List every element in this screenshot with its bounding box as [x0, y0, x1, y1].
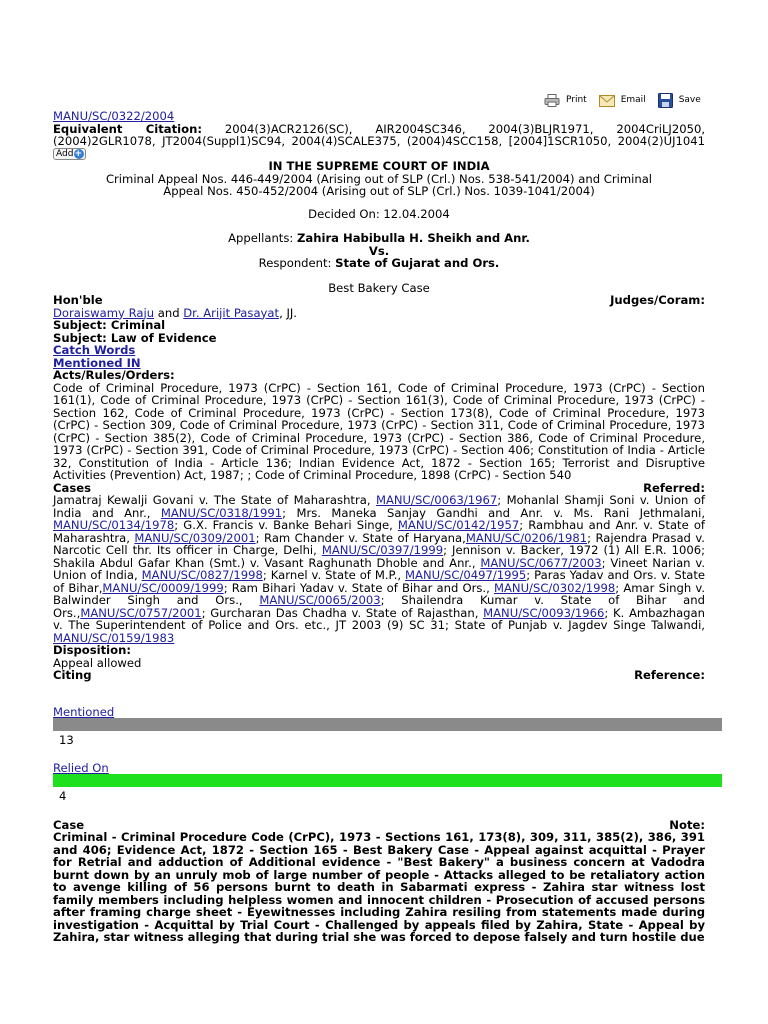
toolbar	[544, 93, 701, 108]
case-ref-link[interactable]: MANU/SC/0318/1991	[160, 505, 283, 520]
case-ref-text: G.X. Francis v. Banke Behari Singe,	[183, 518, 398, 532]
case-ref-text: Amar Singh v. Balwinder Singh and Ors.,	[53, 580, 706, 607]
respondent	[53, 257, 705, 270]
appellants-name: Zahira Habibulla H. Sheikh and Anr.	[296, 231, 530, 245]
judge-link-2[interactable]: Dr. Arijit Pasayat	[183, 305, 280, 320]
floppy-disk-icon	[658, 93, 673, 108]
case-ref-text: Mrs. Maneka Sanjay Gandhi and Anr. v. Ms. Rani Jethmalani,	[296, 505, 706, 520]
case-ref-separator: ;	[526, 568, 535, 582]
case-label: Case	[53, 817, 85, 832]
document-body	[53, 110, 705, 944]
case-name: Best Bakery Case	[328, 280, 430, 295]
case-ref-separator: ;	[262, 568, 271, 582]
referred-label: Referred:	[643, 480, 705, 495]
case-ref-text: Gurcharan Das Chadha v. State of Rajasthan,	[210, 605, 484, 620]
relied-on-bar	[53, 774, 722, 787]
equivalent-citation	[53, 123, 705, 161]
case-ref-text: Paras Yadav and Ors. v. State of Bihar,	[53, 568, 706, 595]
case-ref-link[interactable]: MANU/SC/0309/2001	[134, 530, 256, 545]
case-ref-separator: ;	[615, 580, 624, 595]
judge-link-1[interactable]: Doraiswamy Raju	[53, 305, 155, 320]
plus-icon: +	[74, 149, 84, 159]
case-ref-link[interactable]: MANU/SC/0134/1978	[53, 518, 175, 532]
case-note-text: Criminal - Criminal Procedure Code (CrPC), 1973 - Sections 161, 173(8), 309, 311, 385(2), 386, 391 and 406; Evidence Act, 1872 - Section 165 - Best Bakery Case - Appeal against acquittal - Prayer for Retrial and adduction of Additional evidence - "Best Bakery" a business concern at Vadodra burnt down by an unruly mob of large number of people - Attacks alleged to be retaliatory action to avenge killing of 56 persons burnt to death in Sabarmati express - Zahira star witness lost family members including helpless women and innocent children - Prosecution of accused persons after framing charge sheet - Eyewitnesses including Zahira resiling from statements made during investigation - Acquittal by Trial Court - Challenged by appeals filed by Zahira, State - Appeal by Zahira, star witness alleging that during trial she was forced to depose falsely and turn hostile due	[53, 830, 705, 944]
case-ref-text: Jamatraj Kewalji Govani v. The State of Maharashtra,	[53, 493, 376, 507]
case-ref-text: Shailendra Kumar v. State of Bihar and Ors.,	[53, 593, 705, 620]
versus: Vs.	[368, 243, 390, 258]
disposition-label: Disposition:	[53, 643, 132, 657]
judges-and: and	[157, 305, 180, 320]
appellants-label: Appellants:	[228, 231, 294, 245]
acts-label: Acts/Rules/Orders:	[53, 368, 175, 382]
case-ref-text: Rambhau and Anr. v. State of Maharashtra,	[53, 518, 705, 545]
case-ref-separator: ;	[519, 518, 529, 532]
equivalent-citation-text: 2004(3)ACR2126(SC), AIR2004SC346, 2004(3)BLJR1971, 2004CriLJ2050, (2004)2GLR1078, JT2004(Suppl1)SC94, 2004(4)SCALE375, (2004)4SCC158, [2004]1SCR1050, 2004(2)UJ1041	[53, 121, 706, 148]
appeal-numbers-line-2: Appeal Nos. 450-452/2004 (Arising out of SLP (Crl.) Nos. 1039-1041/2004)	[163, 184, 595, 198]
case-ref-text: Rajendra Prasad v. Narcotic Cell thr. Its officer in Charge, Delhi,	[53, 530, 705, 557]
judges-coram-label: Judges/Coram:	[610, 293, 705, 307]
case-ref-text: Mohanlal Shamji Soni v. Union of India and Anr.,	[53, 493, 705, 520]
case-ref-text: Ram Chander v. State of Haryana,	[264, 530, 466, 545]
honble-label: Hon'ble	[53, 293, 103, 307]
relied-on-link[interactable]: Relied On	[53, 760, 109, 775]
mentioned-bar	[53, 718, 722, 731]
case-ref-text: Jennison v. Backer, 1972 (1) All E.R. 1006; Shakila Abdul Gafar Khan (Smt.) v. Vasant Raghunath Dhoble and Anr.,	[53, 543, 706, 570]
printer-icon	[544, 94, 560, 107]
case-ref-link[interactable]: MANU/SC/0065/2003	[259, 593, 381, 607]
court-name: IN THE SUPREME COURT OF INDIA	[268, 159, 490, 173]
add-button[interactable]	[53, 148, 86, 160]
appeal-numbers-line-1: Criminal Appeal Nos. 446-449/2004 (Arising out of SLP (Crl.) Nos. 538-541/2004) and Criminal	[105, 171, 653, 186]
case-ref-text: K. Ambazhagan v. The Superintendent of Police and Ors. etc., JT 2003 (9) SC 31; State of Punjab v. Jagdev Singe Talwandi,	[53, 605, 705, 632]
mentioned-count: 13	[59, 733, 74, 747]
case-ref-link[interactable]: MANU/SC/0159/1983	[53, 630, 175, 645]
citing-reference-header	[53, 669, 705, 682]
case-ref-text: Ram Bihari Yadav v. State of Bihar and Ors.,	[231, 580, 494, 595]
case-ref-link[interactable]: MANU/SC/0397/1999	[321, 543, 444, 557]
decided-on: Decided On: 12.04.2004	[308, 206, 450, 221]
note-label: Note:	[669, 817, 705, 832]
add-label: Add	[56, 149, 74, 159]
respondent-name: State of Gujarat and Ors.	[335, 256, 500, 270]
case-ref-link[interactable]: MANU/SC/0009/1999	[102, 580, 224, 595]
appellants	[53, 232, 705, 245]
disposition-value: Appeal allowed	[53, 655, 142, 670]
case-ref-separator: ;	[601, 555, 611, 570]
envelope-icon	[599, 95, 615, 107]
case-ref-link[interactable]: MANU/SC/0677/2003	[480, 555, 602, 570]
case-ref-separator: ;	[223, 580, 232, 595]
judges-suffix: , JJ.	[279, 305, 297, 320]
case-ref-link[interactable]: MANU/SC/0093/1966	[483, 605, 605, 620]
email-button[interactable]	[599, 94, 646, 107]
cases-label: Cases	[53, 480, 91, 495]
citing-label: Citing	[53, 668, 92, 682]
cases-referred-list	[53, 494, 705, 644]
case-ref-link[interactable]: MANU/SC/0497/1995	[405, 568, 527, 582]
case-ref-link[interactable]: MANU/SC/0142/1957	[397, 518, 520, 532]
case-ref-separator: ;	[174, 518, 184, 532]
case-ref-text: Vineet Narian v. Union of India,	[53, 555, 706, 582]
case-ref-link[interactable]: MANU/SC/0206/1981	[465, 530, 588, 545]
case-ref-separator: ;	[604, 605, 613, 620]
case-ref-separator: ;	[497, 493, 507, 507]
citation-link[interactable]: MANU/SC/0322/2004	[53, 109, 175, 123]
case-ref-separator: ;	[255, 530, 265, 545]
case-ref-link[interactable]: MANU/SC/0302/1998	[493, 580, 616, 595]
catch-words-link[interactable]: Catch Words	[53, 343, 136, 357]
case-ref-link[interactable]: MANU/SC/0757/2001	[80, 605, 202, 620]
case-ref-text: Karnel v. State of M.P.,	[270, 568, 406, 582]
case-ref-link[interactable]: MANU/SC/0827/1998	[141, 568, 263, 582]
mentioned-in-link[interactable]: Mentioned IN	[53, 355, 141, 370]
mentioned-link[interactable]: Mentioned	[53, 704, 115, 719]
acts-text: Code of Criminal Procedure, 1973 (CrPC) - Section 161, Code of Criminal Procedure, 1973 (CrPC) - Section 161(1), Code of Criminal Procedure, 1973 (CrPC) - Section 161(3), Code of Criminal Procedure, 1973 (CrPC) - Section 162, Code of Criminal Procedure, 1973 (CrPC) - Section 173(8), Code of Criminal Procedure, 1973 (CrPC) - Section 309, Code of Criminal Procedure, 1973 (CrPC) - Section 311, Code of Criminal Procedure, 1973 (CrPC) - Section 385(2), Code of Criminal Procedure, 1973 (CrPC) - Section 386, Code of Criminal Procedure, 1973 (CrPC) - Section 391, Code of Criminal Procedure, 1973 (CrPC) - Section 406; Constitution of India - Article 32, Constitution of India - Article 136; Indian Evidence Act, 1872 - Section 165; Terrorist and Disruptive Activities (Prevention) Act, 1987; ; Code of Criminal Procedure, 1898 (CrPC) - Section 540	[53, 380, 705, 482]
case-ref-link[interactable]: MANU/SC/0063/1967	[375, 493, 498, 507]
respondent-label: Respondent:	[258, 256, 332, 270]
save-button[interactable]	[658, 93, 701, 108]
email-label: Email	[620, 95, 646, 106]
print-label: Print	[566, 95, 587, 106]
case-ref-separator: ;	[587, 530, 596, 545]
case-ref-separator: ;	[282, 505, 297, 520]
reference-label: Reference:	[634, 668, 705, 682]
case-ref-separator: ;	[201, 605, 211, 620]
case-ref-separator: ;	[380, 593, 402, 607]
relied-on-count: 4	[59, 789, 67, 803]
subject-criminal: Subject: Criminal	[53, 318, 166, 332]
equivalent-citation-label: Equivalent Citation:	[53, 121, 202, 136]
print-button[interactable]	[544, 94, 587, 107]
save-label: Save	[678, 95, 701, 106]
case-ref-separator: ;	[443, 543, 453, 557]
subject-evidence: Subject: Law of Evidence	[53, 330, 217, 345]
